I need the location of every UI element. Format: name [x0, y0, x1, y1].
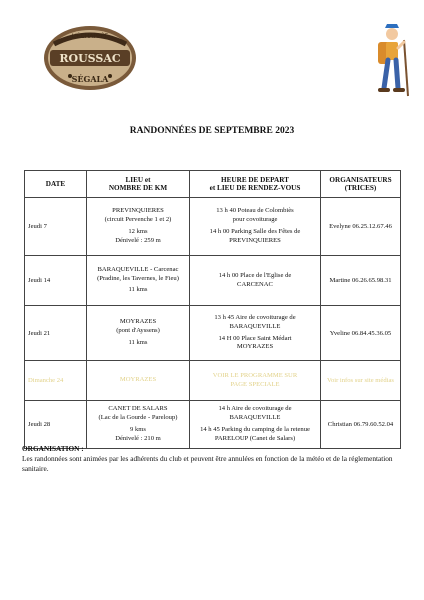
hiker-illustration [368, 22, 414, 102]
row-date: Dimanche 24 [25, 361, 87, 401]
row-meeting: 13 h 45 Aire de covoiturage de BARAQUEVILLE 14 H 00 Place Saint Médart MOYRAZES [190, 306, 321, 361]
row-date: Jeudi 28 [25, 401, 87, 449]
header-organizers: ORGANISATEURS (TRICES) [321, 171, 401, 198]
row-date: Jeudi 21 [25, 306, 87, 361]
row-organizer: Christian 06.79.60.52.04 [321, 401, 401, 449]
logo-wordmark: ROUSSAC [59, 52, 121, 65]
row-place: CANET DE SALARS (Lac de la Gourde - Pareloup) 9 kms Dénivelé : 210 m [87, 401, 190, 449]
table-row [25, 256, 401, 306]
row-organizer: Voir infos sur site médias [321, 361, 401, 401]
table-row [25, 361, 401, 401]
table-row [25, 401, 401, 449]
row-place: PREVINQUIERES (circuit Pervenche 1 et 2) 12 kms Dénivelé : 259 m [87, 198, 190, 256]
row-meeting: 13 h 40 Poteau de Colombiès pour covoiturage 14 h 00 Parking Salle des Fêtes de PREVINQUIERES [190, 198, 321, 256]
row-meeting: 14 h Aire de covoiturage de BARAQUEVILLE 14 h 45 Parking du camping de la retenue PARELOUP (Canet de Salars) [190, 401, 321, 449]
logo-arc-text: L'ÉCHAPPÉE [71, 33, 109, 40]
row-meeting: 14 h 00 Place de l'Eglise de CARCENAC [190, 256, 321, 306]
page-title: RANDONNÉES DE SEPTEMBRE 2023 [129, 126, 295, 136]
row-organizer: Martine 06.26.65.98.31 [321, 256, 401, 306]
organisation-note [22, 444, 412, 475]
row-date: Jeudi 7 [25, 198, 87, 256]
row-place: MOYRAZES (pont d'Ayssens) 11 kms [87, 306, 190, 361]
header-date: DATE [25, 171, 87, 198]
row-place: BARAQUEVILLE - Carcenac (Pradine, les Tavernes, le Fieu) 11 kms [87, 256, 190, 306]
organisation-heading: ORGANISATION : [22, 444, 84, 453]
header-time: HEURE DE DEPART et LIEU DE RENDEZ-VOUS [190, 171, 321, 198]
table-row [25, 306, 401, 361]
row-organizer: Yveline 06.84.45.36.05 [321, 306, 401, 361]
table-row [25, 198, 401, 256]
logo-bottom-text: SÉGALA [71, 74, 109, 84]
header-place: LIEU et NOMBRE DE KM [87, 171, 190, 198]
row-place: MOYRAZES [87, 361, 190, 401]
row-organizer: Evelyne 06.25.12.67.46 [321, 198, 401, 256]
table-header-row [25, 171, 401, 198]
row-date: Jeudi 14 [25, 256, 87, 306]
organisation-text: Les randonnées sont animées par les adhérents du club et peuvent être annulées en fonction de la météo et de la réglementation sanitaire. [22, 454, 393, 474]
row-meeting: VOIR LE PROGRAMME SUR PAGE SPECIALE [190, 361, 321, 401]
schedule-table [24, 170, 401, 449]
club-logo [40, 22, 140, 98]
